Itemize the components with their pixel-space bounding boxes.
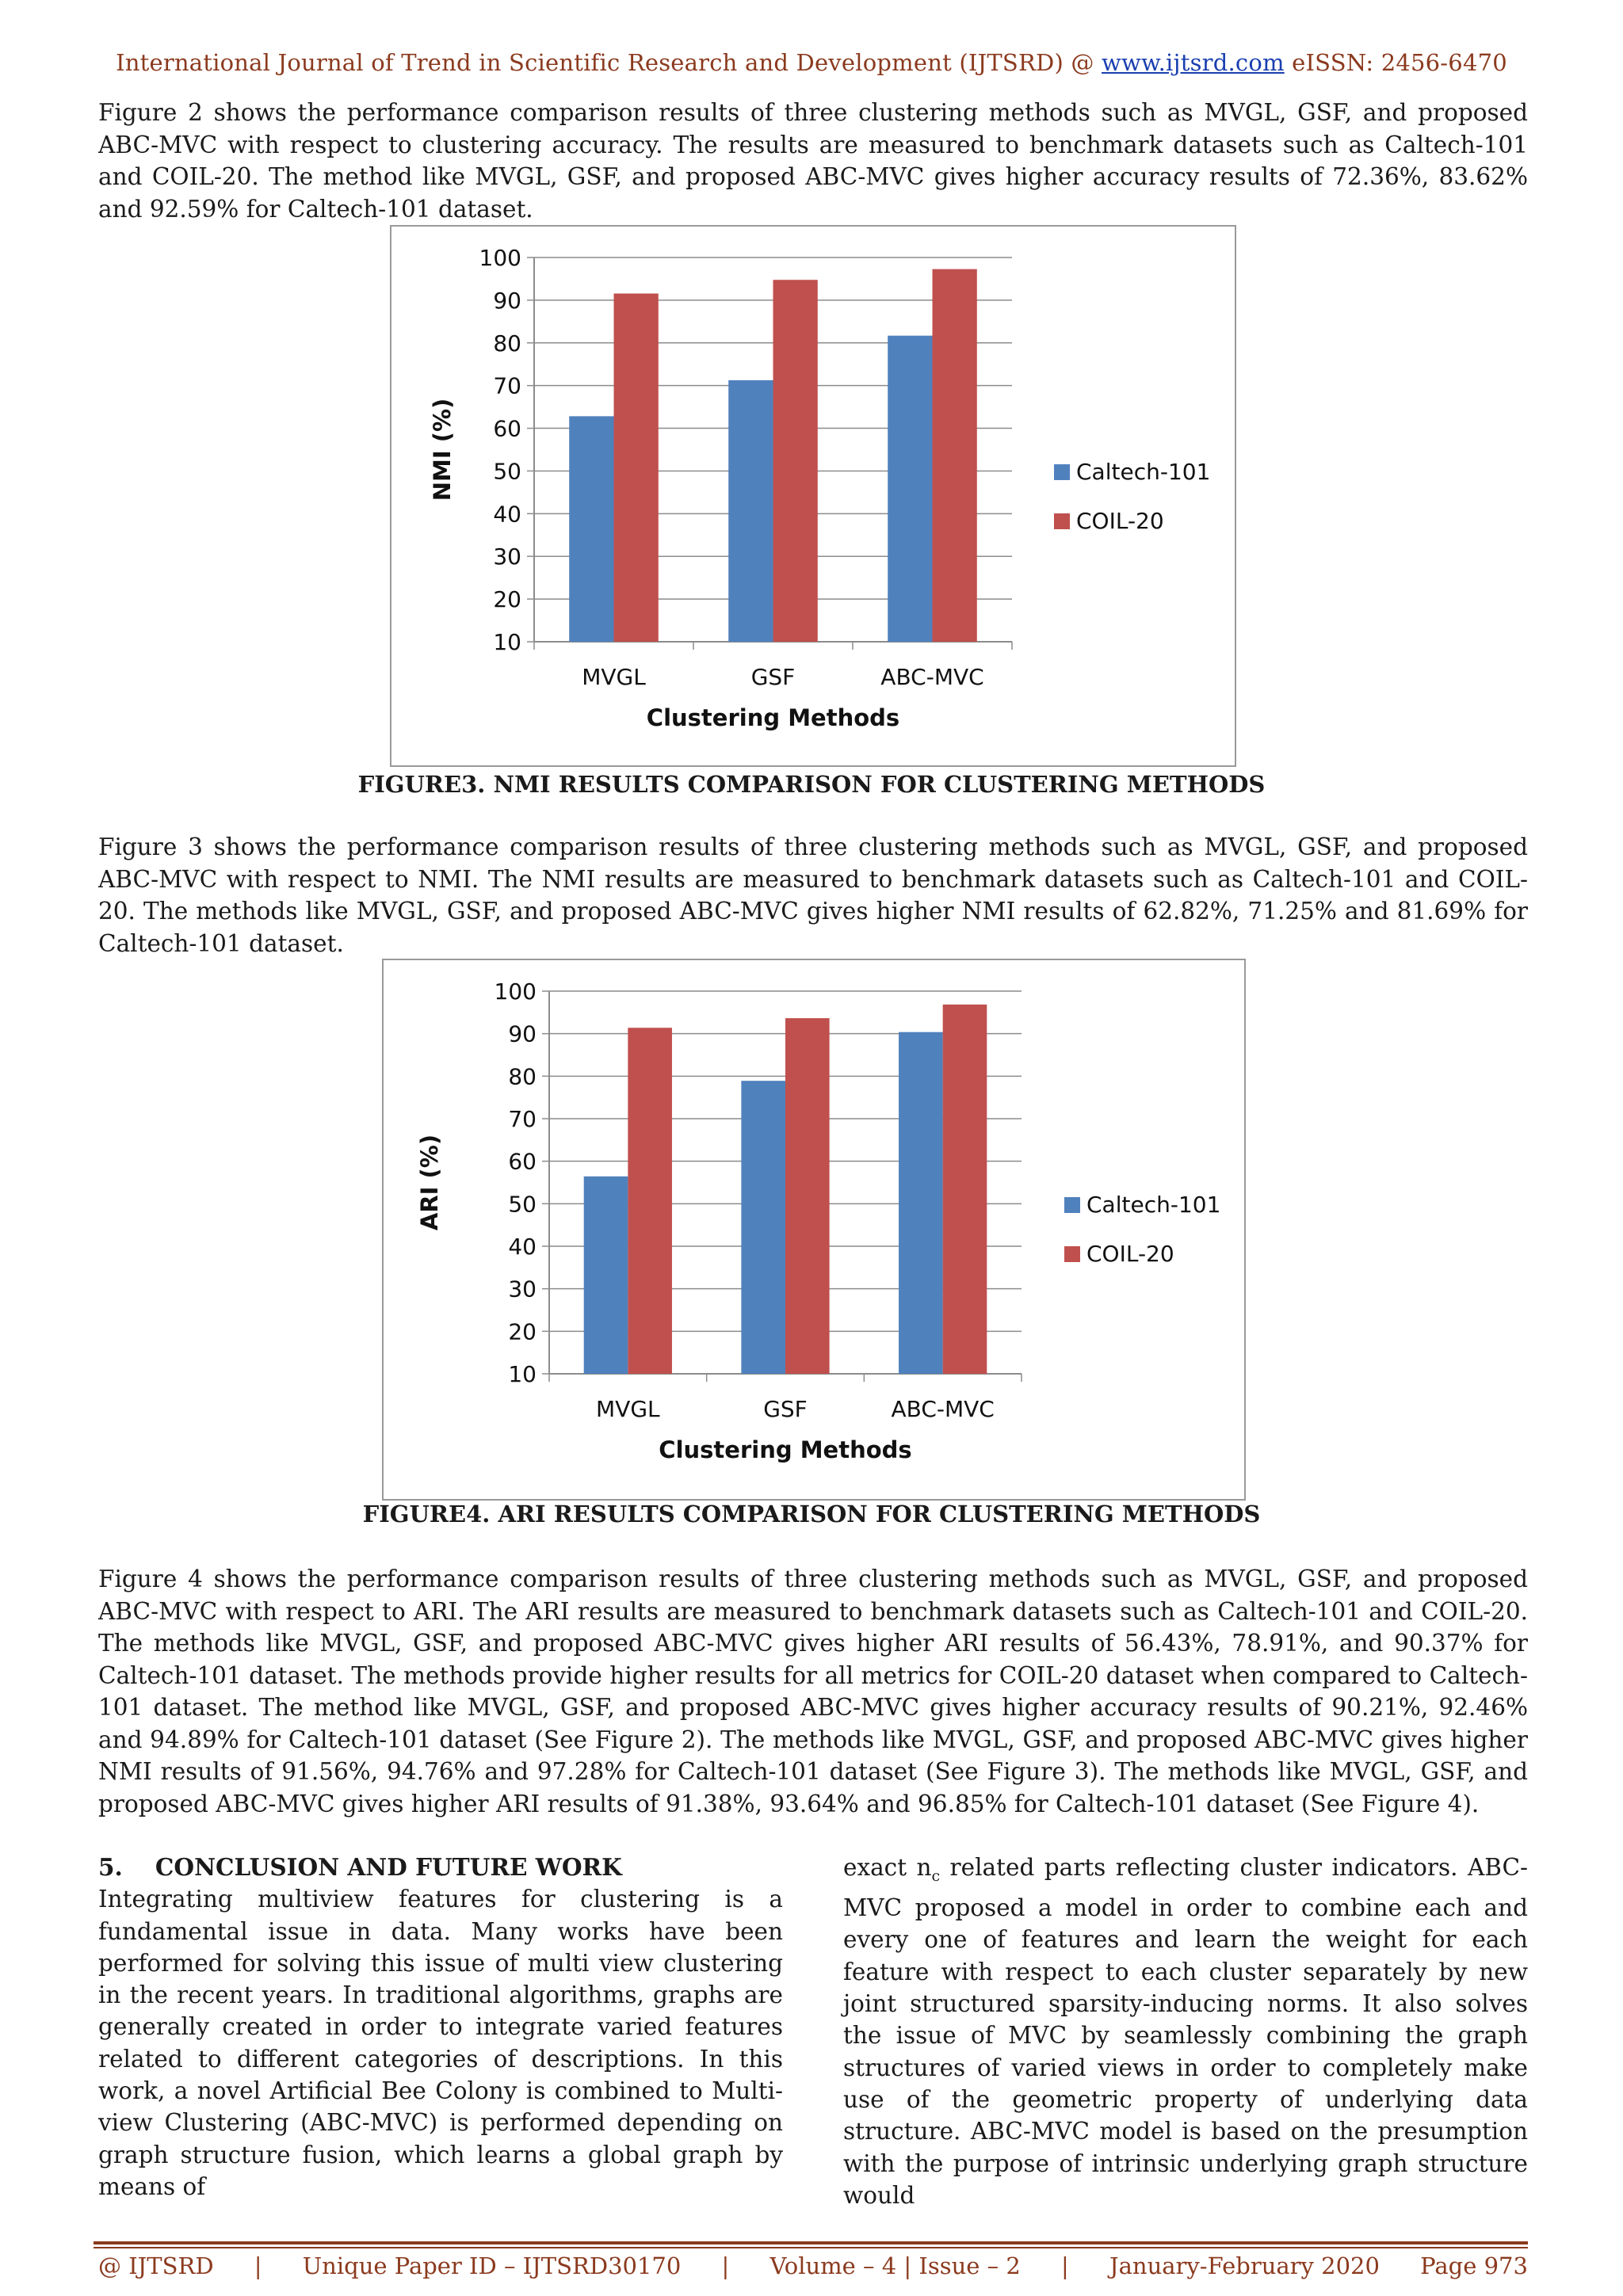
x-category-label: MVGL bbox=[596, 1396, 660, 1422]
bar-coil-20-mvgl bbox=[614, 293, 659, 642]
x-category-label: MVGL bbox=[582, 664, 646, 690]
header-text: International Journal of Trend in Scientific Research and Development (IJTSRD) @ bbox=[116, 49, 1102, 76]
x-axis-title: Clustering Methods bbox=[659, 1436, 912, 1463]
footer-date: January-February 2020 bbox=[1109, 2252, 1380, 2279]
y-tick-label: 70 bbox=[508, 1106, 537, 1132]
y-tick-label: 20 bbox=[493, 586, 521, 613]
conclusion-right-text-b: related parts reflecting cluster indicators. ABC-MVC proposed a model in order to combine each and every one of features and learn the weight for each feature with respect to each cluster separately by new joint structured sparsity-inducing norms. It also solves the issue of MVC by seamlessly combining the graph structures of varied views in order to completely make use of the geometric property of underlying data structure. ABC-MVC model is based on the presumption with the purpose of intrinsic underlying graph structure would bbox=[843, 1854, 1529, 2209]
footer-rule-thick bbox=[94, 2241, 1528, 2245]
y-tick-label: 80 bbox=[508, 1063, 537, 1090]
paragraph-figure4: Figure 4 shows the performance comparison results of three clustering methods such as MVGL, GSF, and proposed ABC-MVC with respect to ARI. The ARI results are measured to benchmark datasets such as Caltech-101 and COIL-20. The methods like MVGL, GSF, and proposed ABC-MVC gives higher ARI results of 56.43%, 78.91%, and 90.37% for Caltech-101 dataset. The methods provide higher results for all metrics for COIL-20 dataset when compared to Caltech-101 dataset. The method like MVGL, GSF, and proposed ABC-MVC gives higher accuracy results of 90.21%, 92.46% and 94.89% for Caltech-101 dataset (See Figure 2). The methods like MVGL, GSF, and proposed ABC-MVC gives higher NMI results of 91.56%, 94.76% and 97.28% for Caltech-101 dataset (See Figure 3). The methods like MVGL, GSF, and proposed ABC-MVC gives higher ARI results of 91.38%, 93.64% and 96.85% for Caltech-101 dataset (See Figure 4). bbox=[98, 1566, 1528, 1817]
conclusion-left-text: Integrating multiview features for clustering is a fundamental issue in data. Many works have been performed for solving this issue of multi view clustering in the recent years. In traditional algorithms, graphs are generally created in order to integrate varied features related to different categories of descriptions. In this work, a novel Artificial Bee Colony is combined to Multi-view Clustering (ABC-MVC) is performed depending on graph structure fusion, which learns a global graph by means of bbox=[98, 1886, 783, 2200]
subscript-c: c bbox=[931, 1867, 941, 1885]
conclusion-right-column bbox=[843, 1852, 1528, 2211]
y-tick-label: 90 bbox=[508, 1020, 537, 1047]
y-tick-label: 70 bbox=[493, 372, 521, 399]
section-heading bbox=[98, 1852, 783, 1883]
x-category-label: GSF bbox=[750, 664, 796, 690]
legend-label-coil-20: COIL-20 bbox=[1086, 1241, 1174, 1267]
section-title: CONCLUSION AND FUTURE WORK bbox=[155, 1853, 622, 1881]
y-tick-label: 40 bbox=[508, 1234, 537, 1260]
section-number: 5. bbox=[98, 1853, 123, 1881]
header-issn: eISSN: 2456-6470 bbox=[1284, 49, 1507, 76]
y-tick-label: 100 bbox=[479, 245, 521, 271]
y-tick-label: 30 bbox=[493, 543, 521, 570]
footer-rule-thin bbox=[94, 2247, 1528, 2248]
y-tick-label: 30 bbox=[508, 1276, 537, 1302]
legend-swatch-caltech-101 bbox=[1064, 1197, 1080, 1213]
paragraph-figure2: Figure 2 shows the performance comparison results of three clustering methods such as MVGL, GSF, and proposed ABC-MVC with respect to clustering accuracy. The results are measured to benchmark datasets such as Caltech-101 and COIL-20. The method like MVGL, GSF, and proposed ABC-MVC gives higher accuracy results of 72.36%, 83.62% and 92.59% for Caltech-101 dataset. bbox=[98, 99, 1528, 223]
y-tick-label: 50 bbox=[508, 1191, 537, 1218]
journal-header bbox=[0, 49, 1623, 76]
paragraph-figure3: Figure 3 shows the performance comparison results of three clustering methods such as MVGL, GSF, and proposed ABC-MVC with respect to NMI. The NMI results are measured to benchmark datasets such as Caltech-101 and COIL-20. The methods like MVGL, GSF, and proposed ABC-MVC gives higher NMI results of 62.82%, 71.25% and 81.69% for Caltech-101 dataset. bbox=[98, 833, 1528, 957]
page-footer bbox=[98, 2252, 1528, 2279]
bar-coil-20-gsf bbox=[773, 280, 818, 642]
footer-page: Page 973 bbox=[1420, 2252, 1528, 2279]
y-tick-label: 60 bbox=[508, 1148, 537, 1175]
bar-caltech-101-abc-mvc bbox=[888, 336, 932, 642]
y-tick-label: 10 bbox=[493, 629, 521, 655]
y-tick-label: 50 bbox=[493, 458, 521, 485]
y-tick-label: 20 bbox=[508, 1318, 537, 1345]
footer-separator: | bbox=[254, 2252, 262, 2279]
bar-caltech-101-mvgl bbox=[584, 1177, 628, 1374]
y-tick-label: 40 bbox=[493, 501, 521, 528]
ari-chart-svg bbox=[384, 960, 1244, 1499]
x-axis-title: Clustering Methods bbox=[646, 704, 900, 731]
bar-caltech-101-gsf bbox=[728, 380, 773, 642]
bar-coil-20-abc-mvc bbox=[933, 269, 977, 642]
footer-paper-id: Unique Paper ID – IJTSRD30170 bbox=[302, 2252, 682, 2279]
x-category-label: ABC-MVC bbox=[880, 664, 984, 690]
bar-coil-20-mvgl bbox=[628, 1028, 672, 1374]
bar-caltech-101-mvgl bbox=[569, 416, 613, 642]
legend-swatch-coil-20 bbox=[1064, 1246, 1080, 1262]
x-category-label: GSF bbox=[763, 1396, 808, 1422]
y-axis-title: NMI (%) bbox=[429, 398, 456, 502]
figure3-caption: FIGURE3. NMI RESULTS COMPARISON FOR CLUSTERING METHODS bbox=[357, 771, 1266, 798]
footer-volume: Volume – 4 | Issue – 2 bbox=[769, 2252, 1021, 2279]
y-tick-label: 100 bbox=[494, 978, 537, 1005]
footer-separator: | bbox=[1061, 2252, 1069, 2279]
journal-url-link[interactable]: www.ijtsrd.com bbox=[1102, 49, 1285, 76]
legend-label-caltech-101: Caltech-101 bbox=[1076, 459, 1211, 485]
ari-chart bbox=[382, 959, 1246, 1501]
footer-separator: | bbox=[721, 2252, 730, 2279]
nmi-chart-svg bbox=[391, 227, 1235, 765]
legend-swatch-caltech-101 bbox=[1054, 464, 1070, 480]
nmi-chart bbox=[390, 225, 1236, 767]
y-tick-label: 60 bbox=[493, 415, 521, 442]
footer-journal: @ IJTSRD bbox=[98, 2252, 214, 2279]
x-category-label: ABC-MVC bbox=[891, 1396, 995, 1422]
legend-swatch-coil-20 bbox=[1054, 513, 1070, 529]
bar-coil-20-abc-mvc bbox=[943, 1005, 987, 1374]
y-tick-label: 80 bbox=[493, 330, 521, 357]
y-tick-label: 90 bbox=[493, 287, 521, 314]
legend-label-caltech-101: Caltech-101 bbox=[1086, 1192, 1221, 1218]
figure4-caption: FIGURE4. ARI RESULTS COMPARISON FOR CLUSTERING METHODS bbox=[362, 1501, 1261, 1527]
y-axis-title: ARI (%) bbox=[416, 1134, 443, 1231]
conclusion-left-column bbox=[98, 1852, 783, 2203]
bar-caltech-101-abc-mvc bbox=[899, 1032, 943, 1374]
bar-caltech-101-gsf bbox=[741, 1081, 785, 1374]
conclusion-right-text-a: exact n bbox=[843, 1854, 932, 1881]
bar-coil-20-gsf bbox=[785, 1018, 830, 1374]
legend-label-coil-20: COIL-20 bbox=[1076, 508, 1164, 534]
y-tick-label: 10 bbox=[508, 1361, 537, 1387]
